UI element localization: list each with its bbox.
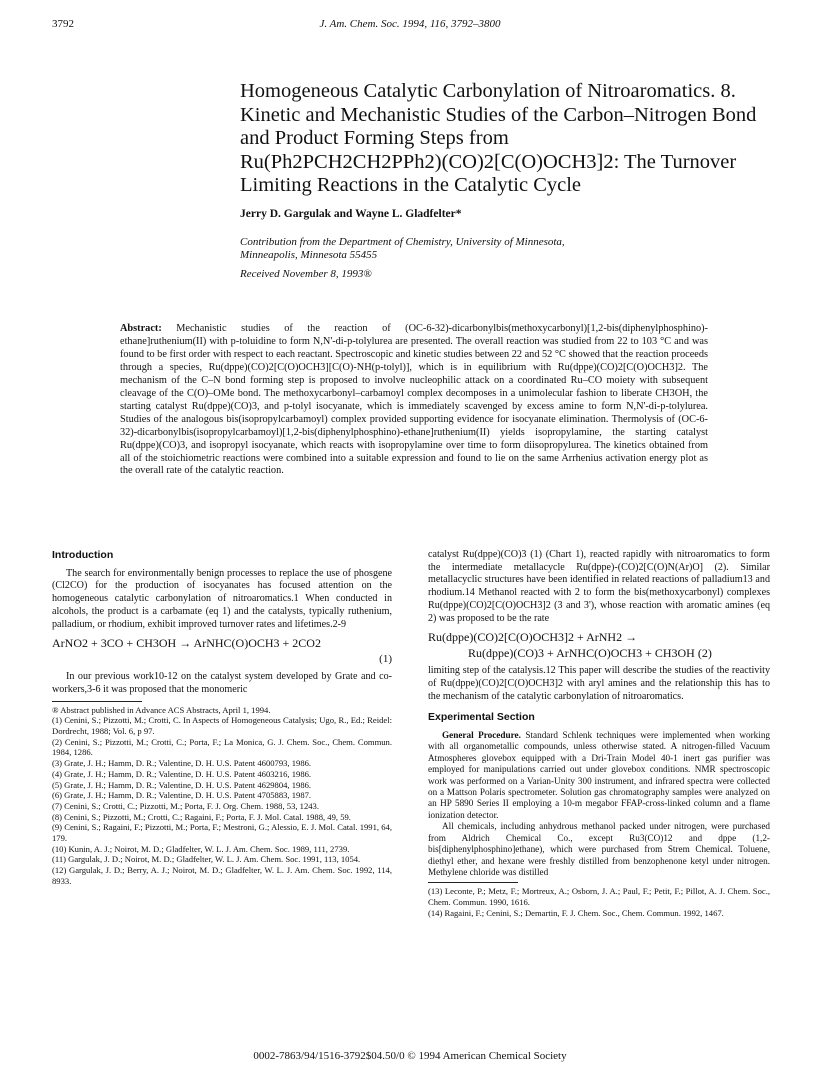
body-paragraph: limiting step of the catalysis.12 This paper will describe the studies of the reactivity of Ru(dppe)(CO)2[C(O)OCH3]2 with aryl amines and the relationship this has to the mechanism of the catalytic carbonylation of nitroaromatics.: [428, 665, 770, 702]
affiliation-line: Contribution from the Department of Chemistry, University of Minnesota,: [240, 236, 565, 248]
section-heading-experimental: Experimental Section: [428, 711, 535, 724]
general-procedure-paragraph: [428, 730, 770, 821]
equation-text: ArNO2 + 3CO + CH3OH → ArNHC(O)OCH3 + 2CO2: [52, 636, 321, 651]
page-number: 3792: [52, 18, 74, 30]
footnote-divider: [428, 882, 518, 883]
footnote: (7) Cenini, S.; Crotti, C.; Pizzotti, M.; Porta, F. J. Org. Chem. 1988, 53, 1243.: [52, 800, 319, 811]
intro-paragraph: The search for environmentally benign processes to replace the use of phosgene (Cl2CO) for the production of isocyanates has focused attention on the homogeneous catalytic carbonylation of nitroaromatics.1 When conducted in alcohols, the product is a carbamate (eq 1) and the catalysts, typically ruthenium, palladium, or rhodium, exhibit improved turnover rates and lifetimes.2-9: [52, 567, 392, 630]
footnote: (3) Grate, J. H.; Hamm, D. R.; Valentine, D. H. U.S. Patent 4600793, 1986.: [52, 758, 312, 769]
footnote: (14) Ragaini, F.; Cenini, S.; Demartin, F. J. Chem. Soc., Chem. Commun. 1992, 1467.: [428, 907, 724, 918]
footnote: (1) Cenini, S.; Pizzotti, M.; Crotti, C. In Aspects of Homogeneous Catalysis; Ugo, R., Ed.; Reidel: Dordrecht, 1988; Vol. 6, p 97.: [52, 715, 392, 737]
title-line: and Product Forming Steps from: [240, 127, 509, 150]
authors: Jerry D. Gargulak and Wayne L. Gladfelter*: [240, 208, 462, 220]
footnotes-right: [428, 886, 770, 918]
footnote: ® Abstract published in Advance ACS Abstracts, April 1, 1994.: [52, 704, 271, 715]
footnote: (12) Gargulak, J. D.; Berry, A. J.; Noirot, M. D.; Gladfelter, W. L. J. Am. Chem. Soc. 1992, 114, 8933.: [52, 865, 392, 886]
footer-copyright: 0002-7863/94/1516-3792$04.50/0 © 1994 American Chemical Society: [253, 1050, 567, 1062]
footnote: (5) Grate, J. H.; Hamm, D. R.; Valentine, D. H. U.S. Patent 4629804, 1986.: [52, 779, 312, 790]
equation-line: Ru(dppe)(CO)2[C(O)OCH3]2 + ArNH2 →: [428, 630, 638, 645]
title-line: Ru(Ph2PCH2CH2PPh2)(CO)2[C(O)OCH3]2: The Turnover: [240, 150, 737, 173]
intro-paragraph: In our previous work10-12 on the catalyst system developed by Grate and co-workers,3-6 it was proposed that the monomeric: [52, 671, 392, 695]
received-date: Received November 8, 1993®: [240, 268, 372, 280]
footnote: (6) Grate, J. H.; Hamm, D. R.; Valentine, D. H. U.S. Patent 4705883, 1987.: [52, 790, 312, 801]
abstract-text: Mechanistic studies of the reaction of (OC-6-32)-dicarbonylbis(methoxycarbonyl)[1,2-bis(diphenylphosphino)-ethane]ruthenium(II) with p-toluidine to form N,N'-di-p-tolylurea are presented. The overall reaction was studied from 22 to 103 °C and was found to be first order with respect to each reactant. Spectroscopic and kinetic studies between 22 and 52 °C showed that the reaction proceeds through a species, Ru(dppe)(CO)2[C(O)OCH3][C(O)-NH(p-tolyl)], which is in equilibrium with Ru(dppe)(CO)2[C(O)OCH3]2. The mechanism of the C–N bond forming step is proposed to involve nucleophilic attack on a coordinated Ru–CO moiety with subsequent cleavage of the C(O)–OMe bond. The methoxycarbonyl–carbamoyl complex decomposes in a unimolecular fashion to liberate CH3OH, the starting catalyst Ru(dppe)(CO)3, and p-tolyl isocyanate, which is immediately scavenged by excess amine to form N,N'-di-p-tolylurea. Studies of the analogous bis(isopropylcarbamoyl) complex provided supporting evidence for isocyanate elimination. Thermolysis of (OC-6-32)-dicarbonylbis(isopropylcarbamoyl)[1,2-bis(diphenylphosphino)-ethane]ruthenium(II) yields isopropylamine, the starting catalyst Ru(dppe)(CO)3, and isopropyl isocyanate, which reacts with isopropylamine over time to form diisopropylurea. The kinetics obtained from all of the stoichiometric reactions were combined into a suitable expression and found to lie on the same Arrhenius activation energy plot as the overall rate of the catalytic reaction.: [120, 323, 708, 477]
paragraph-text: Standard Schlenk techniques were implemented when working with all organometallic compounds, unless otherwise stated. A nitrogen-filled Vacuum Atmospheres glovebox equipped with a Dri-Train Model 40-1 inert gas purifier was employed for manipulations carried out under glovebox conditions. NMR spectroscopic work was performed on a Varian-Unity 300 instrument, and infrared spectra were collected on a Mattson Polaris spectrometer. Solution gas chromatography samples were analyzed on an HP 5890 Series II employing a 10-m megabor FFAP-cross-linked column and a flame ionization detector.: [428, 730, 771, 820]
footnote: (9) Cenini, S.; Ragaini, F.; Pizzotti, M.; Porta, F.; Mestroni, G.; Alessio, E. J. Mol. Catal. 1991, 64, 179.: [52, 822, 392, 844]
footnotes-left: [52, 705, 392, 887]
equation-number: (1): [379, 653, 392, 666]
footnote: (10) Kunin, A. J.; Noirot, M. D.; Gladfelter, W. L. J. Am. Chem. Soc. 1989, 111, 2739.: [52, 843, 350, 854]
title-line: Limiting Reactions in the Catalytic Cycle: [240, 174, 582, 197]
footnote: (11) Gargulak, J. D.; Noirot, M. D.; Gladfelter, W. L. J. Am. Chem. Soc. 1991, 113, 1054.: [52, 854, 361, 865]
affiliation: [240, 236, 565, 262]
abstract-label: Abstract:: [120, 323, 162, 334]
left-column: [52, 549, 392, 887]
chemicals-paragraph: All chemicals, including anhydrous methanol packed under nitrogen, were purchased from Aldrich Chemical Co., except Ru3(CO)12 and dppe (1,2-bis[diphenylphosphino]ethane), which were purchased from Strem Chemical. Toluene, diethyl ether, and hexane were freshly distilled from benzophenone ketyl under nitrogen. Methylene chloride was distilled: [428, 821, 770, 877]
affiliation-line: Minneapolis, Minnesota 55455: [240, 249, 378, 261]
footnote: (2) Cenini, S.; Pizzotti, M.; Crotti, C.; Porta, F.; La Monica, G. J. Chem. Soc., Chem. Commun. 1984, 1286.: [52, 736, 392, 758]
footnote: (4) Grate, J. H.; Hamm, D. R.; Valentine, D. H. U.S. Patent 4603216, 1986.: [52, 768, 312, 779]
journal-citation: J. Am. Chem. Soc. 1994, 116, 3792–3800: [319, 18, 501, 30]
section-heading-introduction: Introduction: [52, 549, 114, 561]
abstract: [120, 323, 708, 478]
title-line: Kinetic and Mechanistic Studies of the Carbon–Nitrogen Bond: [240, 103, 757, 126]
equation-line: Ru(dppe)(CO)3 + ArNHC(O)OCH3 + CH3OH (2): [468, 646, 712, 661]
footnote: (8) Cenini, S.; Pizzotti, M.; Crotti, C.; Ragaini, F.; Porta, F. J. Mol. Catal. 1988, 49, 59.: [52, 811, 351, 822]
right-column: [428, 549, 770, 918]
title-line: Homogeneous Catalytic Carbonylation of Nitroaromatics. 8.: [240, 80, 736, 102]
equation-2: [428, 629, 770, 661]
footnote-divider: [52, 701, 142, 702]
equation-1: [52, 635, 392, 667]
article-title: [240, 80, 760, 198]
footnote: (13) Leconte, P.; Metz, F.; Mortreux, A.; Osborn, J. A.; Paul, F.; Petit, F.; Pillot, A. J. Chem. Soc., Chem. Commun. 1990, 1616.: [428, 886, 770, 908]
paragraph-label: General Procedure.: [442, 730, 521, 741]
body-paragraph: catalyst Ru(dppe)(CO)3 (1) (Chart 1), reacted rapidly with nitroaromatics to form the intermediate metallacycle Ru(dppe)-(CO)2[C(O)N(Ar)O] (2). Similar metallacyclic structures have been identified in related reactions of palladium13 and rhodium.14 Methanol reacted with 2 to form the bis(methoxycarbonyl) complexes Ru(dppe)(CO)2[C(O)OCH3]2 (3 and 3'), whose reaction with aromatic amines (eq 2) was proposed to be the rate: [428, 549, 770, 624]
